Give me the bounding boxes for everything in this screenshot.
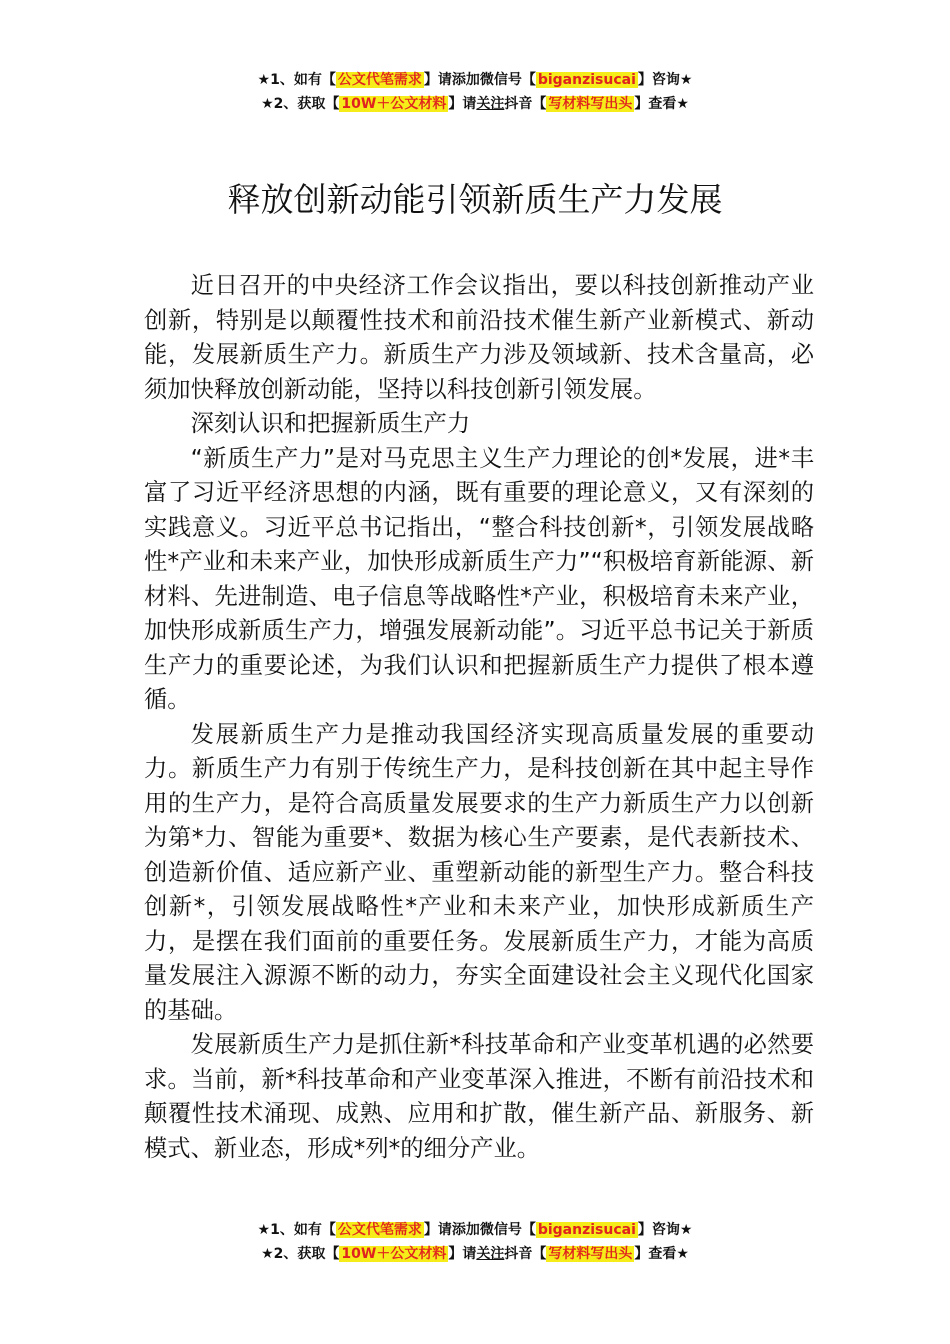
highlight-douyin-account: 写材料写出头 xyxy=(548,1246,633,1262)
banner-line-2: ★2、获取【 10W＋公文材料 】请关注抖音【 写材料写出头 】查看★ xyxy=(261,1246,689,1262)
top-banner xyxy=(0,68,950,116)
banner-line-2: ★2、获取【 10W＋公文材料 】请关注抖音【 写材料写出头 】查看★ xyxy=(261,96,689,112)
document-title: 释放创新动能引领新质生产力发展 xyxy=(227,180,723,219)
paragraph: 发展新质生产力是推动我国经济实现高质量发展的重要动力。新质生产力有别于传统生产力，是科技创新在其中起主导作用的生产力，是符合高质量发展要求的生产力新质生产力以创新为第*力、智能为重要*、数据为核心生产要素，是代表新技术、创造新价值、适应新产业、重塑新动能的新型生产力。整合科技创新*，引领发展战略性*产业和未来产业，加快形成新质生产力，是摆在我们面前的重要任务。发展新质生产力，才能为高质量发展注入源源不断的动力，夯实全面建设社会主义现代化国家的基础。 xyxy=(144,720,814,1024)
paragraph: 发展新质生产力是抓住新*科技革命和产业变革机遇的必然要求。当前，新*科技革命和产业变革深入推进，不断有前沿技术和颠覆性技术涌现、成熟、应用和扩散，催生新产品、新服务、新模式、新业态，形成*列*的细分产业。 xyxy=(144,1031,814,1162)
banner-line-1: ★1、如有【 公文代笔需求 】请添加微信号【 biganzisucai 】咨询★ xyxy=(257,1222,693,1238)
paragraph-intro: 近日召开的中央经济工作会议指出，要以科技创新推动产业创新，特别是以颠覆性技术和前沿技术催生新产业新模式、新动能，发展新质生产力。新质生产力涉及领域新、技术含量高，必须加快释放创新动能，坚持以科技创新引领发展。 xyxy=(144,272,814,403)
highlight-writing-service: 公文代笔需求 xyxy=(337,72,422,88)
highlight-materials: 10W＋公文材料 xyxy=(341,1246,447,1262)
document-body xyxy=(144,269,814,1166)
highlight-wechat-id: biganzisucai xyxy=(537,72,636,88)
banner-line-1: ★1、如有【 公文代笔需求 】请添加微信号【 biganzisucai 】咨询★ xyxy=(257,72,693,88)
paragraph: “新质生产力”是对马克思主义生产力理论的创*发展，进*丰富了习近平经济思想的内涵，既有重要的理论意义，又有深刻的实践意义。习近平总书记指出，“整合科技创新*，引领发展战略性*产业和未来产业，加快形成新质生产力”“积极培育新能源、新材料、先进制造、电子信息等战略性*产业，积极培育未来产业，加快形成新质生产力，增强发展新动能”。习近平总书记关于新质生产力的重要论述，为我们认识和把握新质生产力提供了根本遵循。 xyxy=(144,444,814,713)
highlight-writing-service: 公文代笔需求 xyxy=(337,1222,422,1238)
highlight-douyin-account: 写材料写出头 xyxy=(548,96,633,112)
highlight-materials: 10W＋公文材料 xyxy=(341,96,447,112)
highlight-wechat-id: biganzisucai xyxy=(537,1222,636,1238)
section-heading: 深刻认识和把握新质生产力 xyxy=(190,410,471,437)
bottom-banner xyxy=(0,1218,950,1266)
